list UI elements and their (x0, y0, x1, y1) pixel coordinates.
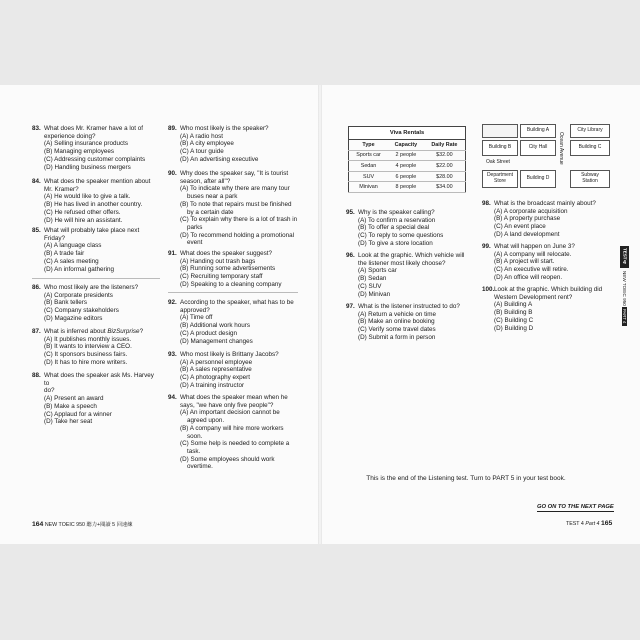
divider (168, 292, 298, 293)
oak-street-label: Oak Street (486, 159, 510, 165)
page-number-left: 164 (32, 521, 44, 528)
tab-label: TEST 4 (620, 246, 629, 268)
tab-part-label: PART 4 (622, 309, 627, 324)
question-89: 89. Who most likely is the speaker? (A) A radio host (B) A city employee (C) A tour guide (D) An advertising executive (168, 125, 269, 163)
question-93: 93. Who most likely is Brittany Jacobs? (A) A personnel employee (B) A sales representative (C) A photography expert (D) A training instructor (168, 351, 279, 389)
map-building-a: Building A (520, 124, 556, 138)
question-91: 91. What does the speaker suggest? (A) Handing out trash bags (B) Running some advertisements (C) Recruiting temporary staff (D) Speaking to a cleaning company (168, 250, 282, 288)
question-99: 99. What will happen on June 3? (A) A company will relocate. (B) A project will start. (C) An executive will retire. (D) An office will reopen. (482, 243, 575, 281)
section-side-tab (620, 246, 629, 346)
question-86: 86. Who most likely are the listeners? (A) Corporate presidents (B) Bank tellers (C) Company stakeholders (D) Magazine editors (32, 284, 139, 322)
ocean-avenue-label: Ocean Avenue (558, 132, 564, 165)
column-header: Type (349, 140, 389, 151)
column-header: Daily Rate (424, 140, 466, 151)
footer-right: TEST 4 Part 4 165 (566, 520, 613, 527)
question-87: 87. What is inferred about BizSurprise? (A) It publishes monthly issues. (B) It wants to interview a CEO. (C) It sponsors business fairs. (D) It has to hire more writers. (32, 328, 144, 366)
question-92: 92. According to the speaker, what has to be approved? (A) Time off (B) Additional work hours (C) A product design (D) Management changes (168, 299, 294, 345)
table-row: Minivan 8 people $34.00 (349, 182, 466, 193)
end-of-listening-note: This is the end of the Listening test. Turn to PART 5 in your test book. (366, 475, 566, 482)
tab-vertical-text: NEW TOEIC 950 (622, 270, 627, 306)
table-row: Sedan 4 people $22.00 (349, 161, 466, 172)
street-map (482, 124, 610, 190)
map-subway-station: Subway Station (570, 170, 610, 188)
divider (32, 278, 160, 279)
map-building-b: Building B (482, 140, 518, 156)
page-number-right: 165 (600, 520, 613, 527)
question-83: 83. What does Mr. Kramer have a lot of experience doing? (A) Selling insurance products (B) Managing employees (C) Addressing customer complaints (D) Handling business mergers (32, 125, 146, 171)
go-on-next-page: GO ON TO THE NEXT PAGE (537, 504, 614, 510)
question-95: 95. Why is the speaker calling? (A) To confirm a reservation (B) To offer a special deal (C) To reply to some questions (D) To give a store location (346, 209, 444, 247)
table-title: Viva Rentals (348, 126, 466, 139)
map-block-empty (482, 124, 518, 138)
map-city-hall: City Hall (520, 140, 556, 156)
table-row: SUV 6 people $28.00 (349, 171, 466, 182)
question-90: 90. Why does the speaker say, "It is tourist season, after all"? (A) To indicate why there are many tour buses near a park (B) To note that repairs must be finished by a certain date (C) To explain why there is a lot of trash in parks (D) To recommend holding a promotional event (168, 170, 298, 247)
map-department-store: Department Store (482, 170, 518, 188)
table-header-row (349, 140, 466, 151)
map-city-library: City Library (570, 124, 610, 138)
page-gutter (318, 85, 322, 544)
question-85: 85. What will probably take place next Friday? (A) A language class (B) A trade fair (C) A sales meeting (D) An informal gathering (32, 227, 140, 273)
table-row: Sports car 2 people $32.00 (349, 150, 466, 161)
map-building-d: Building D (520, 170, 556, 188)
footer-left (32, 520, 133, 528)
map-building-c: Building C (570, 140, 610, 156)
question-100: 100. Look at the graphic. Which building did Western Development rent? (A) Building A (B) Building B (C) Building C (D) Building D (482, 286, 603, 332)
column-header: Capacity (388, 140, 424, 151)
question-96: 96. Look at the graphic. Which vehicle will the listener most likely choose? (A) Sports car (B) Sedan (C) SUV (D) Minivan (346, 252, 465, 298)
question-97: 97. What is the listener instructed to do? (A) Return a vehicle on time (B) Make an online booking (C) Verify some travel dates (D) Submit a form in person (346, 303, 460, 341)
question-94: 94. What does the speaker mean when he says, "we have only five people"? (A) An important decision cannot be agreed upon. (B) A company will hire more workers soon. (C) Some help is needed to complete a task. (D) Some employees should work overtime. (168, 394, 290, 471)
viva-rentals-table (348, 126, 466, 193)
question-84: 84. What does the speaker mention about Mr. Kramer? (A) He would like to give a talk. (B) He has lived in another country. (C) He refused other offers. (D) He will hire an assistant. (32, 178, 151, 224)
book-title: NEW TOEIC 950 聽力+閱讀 5 回速練 (44, 522, 133, 528)
question-88: 88. What does the speaker ask Ms. Harvey to do? (A) Present an award (B) Make a speech (C) Applaud for a winner (D) Take her seat (32, 372, 154, 426)
question-98: 98. What is the broadcast mainly about? (A) A corporate acquisition (B) A property purchase (C) An event place (D) A land development (482, 200, 596, 238)
